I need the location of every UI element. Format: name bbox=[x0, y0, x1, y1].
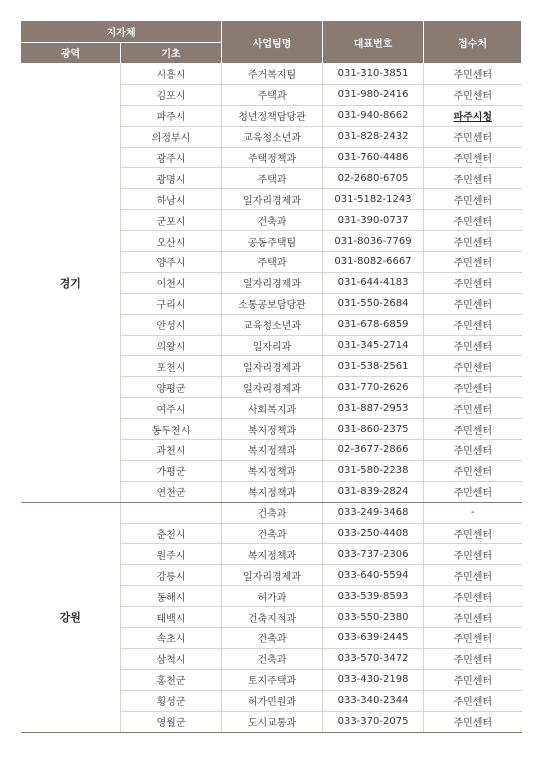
office-cell: 주민센터 bbox=[424, 377, 522, 398]
office-cell: 주민센터 bbox=[424, 189, 522, 210]
city-cell: 하남시 bbox=[121, 189, 222, 210]
city-cell: 과천시 bbox=[121, 440, 222, 461]
phone-cell: 031-828-2432 bbox=[323, 126, 424, 147]
phone-cell: 031-940-8662 bbox=[323, 105, 424, 126]
city-cell: 광명시 bbox=[121, 168, 222, 189]
office-cell: 주민센터 bbox=[424, 168, 522, 189]
city-cell: 연천군 bbox=[121, 481, 222, 502]
region-cell: 강원 bbox=[21, 502, 121, 732]
team-cell: 주택과 bbox=[222, 252, 323, 273]
city-cell: 가평군 bbox=[121, 460, 222, 481]
header-wide-region: 광역 bbox=[21, 42, 121, 64]
office-cell: 주민센터 bbox=[424, 607, 522, 628]
city-cell: 광주시 bbox=[121, 147, 222, 168]
region-cell: 경기 bbox=[21, 64, 121, 503]
office-cell: 주민센터 bbox=[424, 690, 522, 711]
phone-cell: 031-887-2953 bbox=[323, 398, 424, 419]
team-cell: 주택과 bbox=[222, 168, 323, 189]
team-cell: 토지주택과 bbox=[222, 669, 323, 690]
phone-cell: 031-538-2561 bbox=[323, 356, 424, 377]
team-cell: 건축과 bbox=[222, 628, 323, 649]
office-cell: 주민센터 bbox=[424, 314, 522, 335]
city-cell: 속초시 bbox=[121, 628, 222, 649]
phone-cell: 031-8082-6667 bbox=[323, 252, 424, 273]
team-cell: 복지정책과 bbox=[222, 419, 323, 440]
team-cell: 청년정책담당관 bbox=[222, 105, 323, 126]
phone-cell: 031-678-6859 bbox=[323, 314, 424, 335]
city-cell: 강릉시 bbox=[121, 565, 222, 586]
team-cell: 복지정책과 bbox=[222, 460, 323, 481]
city-cell: 원주시 bbox=[121, 544, 222, 565]
city-cell: 동두천시 bbox=[121, 419, 222, 440]
city-cell: 안성시 bbox=[121, 314, 222, 335]
city-cell: 횡성군 bbox=[121, 690, 222, 711]
city-cell: 포천시 bbox=[121, 356, 222, 377]
phone-cell: 031-760-4486 bbox=[323, 147, 424, 168]
city-cell: 김포시 bbox=[121, 84, 222, 105]
phone-cell: 031-310-3851 bbox=[323, 64, 424, 85]
team-cell: 소통공보담당관 bbox=[222, 293, 323, 314]
phone-cell: 033-539-8593 bbox=[323, 586, 424, 607]
phone-cell: 031-8036-7769 bbox=[323, 231, 424, 252]
office-cell: 주민센터 bbox=[424, 335, 522, 356]
table-header bbox=[21, 21, 522, 64]
team-cell: 허가과 bbox=[222, 586, 323, 607]
header-team: 사업팀명 bbox=[222, 21, 323, 64]
phone-cell: 031-390-0737 bbox=[323, 210, 424, 231]
city-cell: 군포시 bbox=[121, 210, 222, 231]
header-local-government: 지자체 bbox=[21, 21, 222, 43]
team-cell: 건축지적과 bbox=[222, 607, 323, 628]
team-cell: 주거복지팀 bbox=[222, 64, 323, 85]
phone-cell: 033-249-3468 bbox=[323, 502, 424, 523]
city-cell: 의정부시 bbox=[121, 126, 222, 147]
city-cell bbox=[121, 502, 222, 523]
phone-cell: 033-640-5594 bbox=[323, 565, 424, 586]
phone-cell: 033-430-2198 bbox=[323, 669, 424, 690]
table-row bbox=[21, 64, 522, 85]
phone-cell: 02-2680-6705 bbox=[323, 168, 424, 189]
team-cell: 도시교통과 bbox=[222, 711, 323, 732]
team-cell: 공동주택팀 bbox=[222, 231, 323, 252]
contact-table-container bbox=[20, 20, 521, 733]
office-cell: 주민센터 bbox=[424, 460, 522, 481]
team-cell: 일자리경제과 bbox=[222, 356, 323, 377]
team-cell: 건축과 bbox=[222, 523, 323, 544]
phone-cell: 031-345-2714 bbox=[323, 335, 424, 356]
phone-cell: 033-550-2380 bbox=[323, 607, 424, 628]
office-cell: 주민센터 bbox=[424, 293, 522, 314]
team-cell: 사회복지과 bbox=[222, 398, 323, 419]
office-cell: 주민센터 bbox=[424, 84, 522, 105]
office-cell: 주민센터 bbox=[424, 126, 522, 147]
office-cell: 주민센터 bbox=[424, 544, 522, 565]
phone-cell: 033-370-2075 bbox=[323, 711, 424, 732]
phone-cell: 031-770-2626 bbox=[323, 377, 424, 398]
office-cell: 주민센터 bbox=[424, 481, 522, 502]
city-cell: 홍천군 bbox=[121, 669, 222, 690]
city-cell: 영월군 bbox=[121, 711, 222, 732]
office-cell: 주민센터 bbox=[424, 398, 522, 419]
city-cell: 양주시 bbox=[121, 252, 222, 273]
phone-cell: 033-340-2344 bbox=[323, 690, 424, 711]
office-cell: 주민센터 bbox=[424, 586, 522, 607]
highlighted-office: 파주시청 bbox=[453, 112, 493, 124]
team-cell: 일자리경제과 bbox=[222, 377, 323, 398]
header-office: 접수처 bbox=[424, 21, 522, 64]
city-cell: 이천시 bbox=[121, 272, 222, 293]
phone-cell: 031-644-4183 bbox=[323, 272, 424, 293]
city-cell: 의왕시 bbox=[121, 335, 222, 356]
office-cell: 주민센터 bbox=[424, 231, 522, 252]
city-cell: 오산시 bbox=[121, 231, 222, 252]
office-cell: 주민센터 bbox=[424, 440, 522, 461]
office-cell bbox=[424, 105, 522, 126]
office-cell: 주민센터 bbox=[424, 147, 522, 168]
table-row bbox=[21, 502, 522, 523]
header-basic-region: 기초 bbox=[121, 42, 222, 64]
header-phone: 대표번호 bbox=[323, 21, 424, 64]
phone-cell: 031-839-2824 bbox=[323, 481, 424, 502]
phone-cell: 033-250-4408 bbox=[323, 523, 424, 544]
office-cell: 주민센터 bbox=[424, 419, 522, 440]
phone-cell: 033-570-3472 bbox=[323, 648, 424, 669]
team-cell: 주택과 bbox=[222, 84, 323, 105]
office-cell: 주민센터 bbox=[424, 252, 522, 273]
office-cell: 주민센터 bbox=[424, 523, 522, 544]
city-cell: 춘천시 bbox=[121, 523, 222, 544]
city-cell: 시흥시 bbox=[121, 64, 222, 85]
team-cell: 일자리과 bbox=[222, 335, 323, 356]
team-cell: 일자리경제과 bbox=[222, 189, 323, 210]
phone-cell: 033-737-2306 bbox=[323, 544, 424, 565]
office-cell: 주민센터 bbox=[424, 565, 522, 586]
team-cell: 건축과 bbox=[222, 502, 323, 523]
phone-cell: 031-5182-1243 bbox=[323, 189, 424, 210]
team-cell: 건축과 bbox=[222, 648, 323, 669]
contact-table bbox=[20, 20, 522, 733]
office-cell: 주민센터 bbox=[424, 272, 522, 293]
phone-cell: 031-580-2238 bbox=[323, 460, 424, 481]
team-cell: 복지정책과 bbox=[222, 481, 323, 502]
office-cell: 주민센터 bbox=[424, 210, 522, 231]
office-cell: 주민센터 bbox=[424, 64, 522, 85]
table-body bbox=[21, 64, 522, 733]
office-cell: - bbox=[424, 502, 522, 523]
phone-cell: 031-550-2684 bbox=[323, 293, 424, 314]
office-cell: 주민센터 bbox=[424, 711, 522, 732]
city-cell: 삼척시 bbox=[121, 648, 222, 669]
team-cell: 복지정책과 bbox=[222, 440, 323, 461]
city-cell: 여주시 bbox=[121, 398, 222, 419]
city-cell: 동해시 bbox=[121, 586, 222, 607]
city-cell: 파주시 bbox=[121, 105, 222, 126]
team-cell: 주택정책과 bbox=[222, 147, 323, 168]
phone-cell: 033-639-2445 bbox=[323, 628, 424, 649]
office-cell: 주민센터 bbox=[424, 669, 522, 690]
team-cell: 복지정책과 bbox=[222, 544, 323, 565]
team-cell: 허가민원과 bbox=[222, 690, 323, 711]
city-cell: 태백시 bbox=[121, 607, 222, 628]
phone-cell: 02-3677-2866 bbox=[323, 440, 424, 461]
team-cell: 일자리경제과 bbox=[222, 272, 323, 293]
phone-cell: 031-980-2416 bbox=[323, 84, 424, 105]
office-cell: 주민센터 bbox=[424, 628, 522, 649]
phone-cell: 031-860-2375 bbox=[323, 419, 424, 440]
team-cell: 일자리경제과 bbox=[222, 565, 323, 586]
office-cell: 주민센터 bbox=[424, 648, 522, 669]
team-cell: 교육청소년과 bbox=[222, 126, 323, 147]
team-cell: 건축과 bbox=[222, 210, 323, 231]
city-cell: 구리시 bbox=[121, 293, 222, 314]
city-cell: 양평군 bbox=[121, 377, 222, 398]
team-cell: 교육청소년과 bbox=[222, 314, 323, 335]
office-cell: 주민센터 bbox=[424, 356, 522, 377]
